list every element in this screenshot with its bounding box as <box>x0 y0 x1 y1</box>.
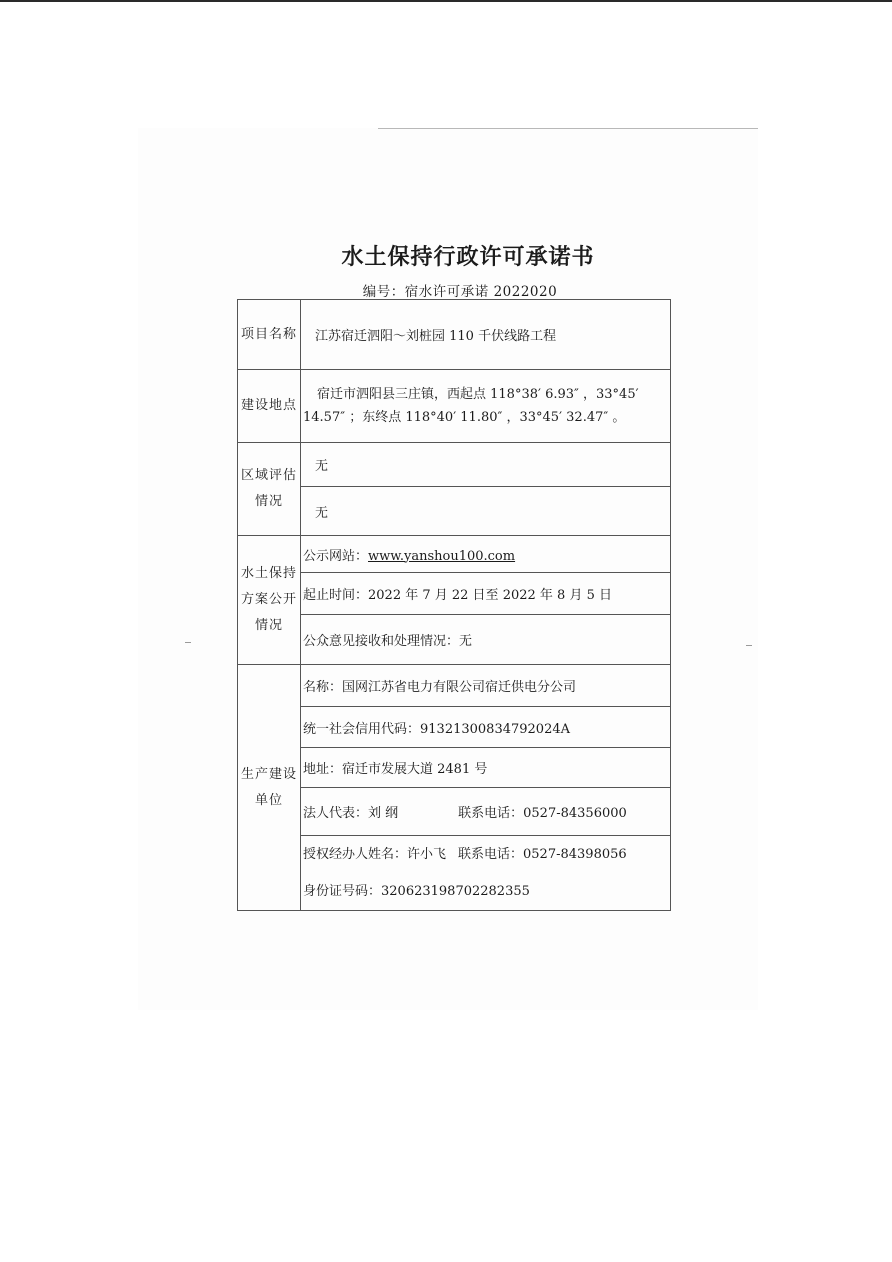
label-unit-line-2: 单位 <box>254 792 283 808</box>
agent-id-number: 身份证号码：320623198702282355 <box>303 884 530 899</box>
regional-value-1: 无 <box>301 443 671 487</box>
document-title: 水土保持行政许可承诺书 <box>341 244 595 270</box>
location-value <box>301 370 671 443</box>
row-unit-agent <box>238 836 671 911</box>
row-unit-legal-rep <box>238 788 671 836</box>
regional-value-2: 无 <box>301 487 671 536</box>
document-number: 编号：宿水许可承诺 2022020 <box>362 284 558 300</box>
unit-legal-rep-cell <box>301 788 671 836</box>
label-regional-line-2: 情况 <box>254 494 283 509</box>
row-disclosure-period <box>238 573 671 615</box>
location-line-2: 14.57″ ；东终点 118°40′ 11.80″ ，33°45′ 32.47″ 。 <box>303 410 626 425</box>
label-project-name: 项目名称 <box>238 300 301 370</box>
label-unit-line-1: 生产建设 <box>240 766 297 782</box>
agent-line <box>303 836 670 873</box>
label-plan-disclosure <box>238 536 301 665</box>
row-regional-2 <box>238 487 671 536</box>
website-label: 公示网站： <box>303 548 369 564</box>
location-line-1: 宿迁市泗阳县三庄镇，西起点 118°38′ 6.93″ ，33°45′ <box>317 387 639 402</box>
row-disclosure-feedback <box>238 615 671 665</box>
label-disclosure-line-1: 水土保持 <box>240 566 297 581</box>
disclosure-website <box>301 536 671 573</box>
row-unit-address <box>238 748 671 788</box>
row-project <box>238 300 671 370</box>
label-disclosure-line-3: 情况 <box>254 618 283 633</box>
scan-mark-left <box>185 642 191 643</box>
scan-edge-line <box>378 128 758 129</box>
label-location: 建设地点 <box>238 370 301 443</box>
label-regional-assessment <box>238 443 301 536</box>
agent-name: 授权经办人姓名：许小飞 <box>303 847 447 862</box>
row-regional-1 <box>238 443 671 487</box>
scan-mark-right <box>746 645 752 646</box>
unit-agent-cell <box>301 836 671 911</box>
unit-address: 地址：宿迁市发展大道 2481 号 <box>301 748 671 788</box>
label-regional-line-1: 区域评估 <box>240 468 297 483</box>
unit-name: 名称：国网江苏省电力有限公司宿迁供电分公司 <box>301 665 671 707</box>
project-name-value: 江苏宿迁泗阳～刘桩园 110 千伏线路工程 <box>301 300 671 370</box>
legal-representative: 法人代表：刘 纲 <box>303 806 399 821</box>
disclosure-period: 起止时间：2022 年 7 月 22 日至 2022 年 8 月 5 日 <box>301 573 671 615</box>
legal-rep-phone: 联系电话：0527-84356000 <box>458 806 627 821</box>
row-disclosure-website <box>238 536 671 573</box>
unit-credit-code: 统一社会信用代码：91321300834792024A <box>301 707 671 748</box>
label-disclosure-line-2: 方案公开 <box>240 592 297 607</box>
agent-phone: 联系电话：0527-84398056 <box>458 847 627 862</box>
disclosure-feedback: 公众意见接收和处理情况：无 <box>301 615 671 665</box>
row-location <box>238 370 671 443</box>
top-border-line <box>0 0 892 2</box>
website-link[interactable]: www.yanshou100.com <box>368 548 516 564</box>
label-construction-unit <box>238 665 301 911</box>
row-unit-credit-code <box>238 707 671 748</box>
row-unit-name <box>238 665 671 707</box>
permit-table <box>237 299 671 911</box>
